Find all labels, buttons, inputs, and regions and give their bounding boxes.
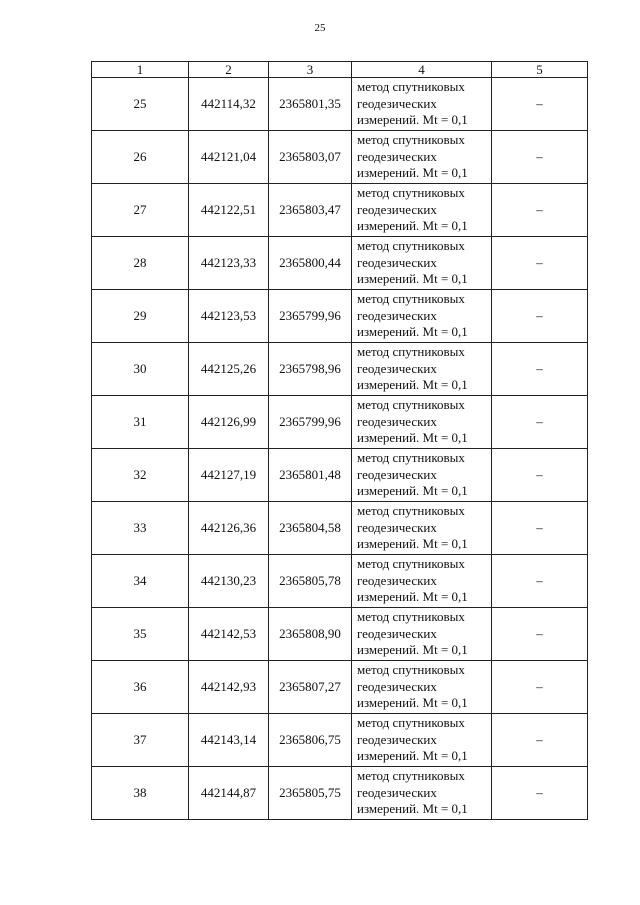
- table-row: [92, 767, 588, 820]
- method-line: геодезических: [357, 784, 437, 800]
- method-line: метод спутниковых: [357, 768, 465, 784]
- coord-x: 442123,33: [189, 237, 269, 290]
- page-number: 25: [314, 22, 326, 34]
- coord-x: 442142,53: [189, 608, 269, 661]
- note-dash: –: [492, 502, 588, 555]
- note-dash: –: [492, 661, 588, 714]
- method-line: геодезических: [357, 254, 437, 270]
- method-line: измерений. Mt = 0,1: [357, 218, 468, 234]
- method-line: геодезических: [357, 466, 437, 482]
- method-line: измерений. Mt = 0,1: [357, 589, 468, 605]
- point-number: 26: [92, 131, 189, 184]
- method-line: геодезических: [357, 572, 437, 588]
- coordinates-table: [91, 61, 588, 820]
- table-row: [92, 131, 588, 184]
- coord-x: 442130,23: [189, 555, 269, 608]
- coord-y: 2365803,47: [269, 184, 352, 237]
- note-dash: –: [492, 608, 588, 661]
- method-line: геодезических: [357, 360, 437, 376]
- coord-y: 2365805,78: [269, 555, 352, 608]
- note-dash: –: [492, 714, 588, 767]
- method-line: метод спутниковых: [357, 715, 465, 731]
- note-dash: –: [492, 184, 588, 237]
- method-line: метод спутниковых: [357, 556, 465, 572]
- method-line: метод спутниковых: [357, 132, 465, 148]
- coord-x: 442144,87: [189, 767, 269, 820]
- coord-y: 2365805,75: [269, 767, 352, 820]
- method-line: измерений. Mt = 0,1: [357, 430, 468, 446]
- method-line: метод спутниковых: [357, 609, 465, 625]
- method-line: метод спутниковых: [357, 185, 465, 201]
- method-description: [352, 237, 492, 290]
- coord-x: 442122,51: [189, 184, 269, 237]
- table-row: [92, 237, 588, 290]
- table-row: [92, 555, 588, 608]
- table-row: [92, 661, 588, 714]
- coord-y: 2365804,58: [269, 502, 352, 555]
- header-col-4: 4: [352, 62, 492, 78]
- table-row: [92, 714, 588, 767]
- method-description: [352, 343, 492, 396]
- method-line: геодезических: [357, 413, 437, 429]
- coord-x: 442126,36: [189, 502, 269, 555]
- table-row: [92, 449, 588, 502]
- point-number: 25: [92, 78, 189, 131]
- header-col-3: 3: [269, 62, 352, 78]
- method-line: метод спутниковых: [357, 291, 465, 307]
- table-row: [92, 343, 588, 396]
- coord-x: 442125,26: [189, 343, 269, 396]
- point-number: 36: [92, 661, 189, 714]
- table-row: [92, 290, 588, 343]
- method-line: измерений. Mt = 0,1: [357, 801, 468, 817]
- coord-x: 442114,32: [189, 78, 269, 131]
- method-line: измерений. Mt = 0,1: [357, 271, 468, 287]
- method-line: измерений. Mt = 0,1: [357, 748, 468, 764]
- header-col-5: 5: [492, 62, 588, 78]
- method-line: геодезических: [357, 678, 437, 694]
- method-line: геодезических: [357, 201, 437, 217]
- coord-y: 2365807,27: [269, 661, 352, 714]
- method-line: метод спутниковых: [357, 344, 465, 360]
- coord-y: 2365800,44: [269, 237, 352, 290]
- method-line: метод спутниковых: [357, 450, 465, 466]
- method-line: геодезических: [357, 519, 437, 535]
- header-col-1: 1: [92, 62, 189, 78]
- note-dash: –: [492, 343, 588, 396]
- method-line: метод спутниковых: [357, 397, 465, 413]
- method-description: [352, 502, 492, 555]
- method-description: [352, 714, 492, 767]
- note-dash: –: [492, 131, 588, 184]
- method-description: [352, 608, 492, 661]
- coord-x: 442121,04: [189, 131, 269, 184]
- coord-y: 2365799,96: [269, 290, 352, 343]
- point-number: 33: [92, 502, 189, 555]
- method-line: геодезических: [357, 625, 437, 641]
- point-number: 31: [92, 396, 189, 449]
- method-line: измерений. Mt = 0,1: [357, 377, 468, 393]
- note-dash: –: [492, 555, 588, 608]
- coord-x: 442123,53: [189, 290, 269, 343]
- table-row: [92, 184, 588, 237]
- method-line: геодезических: [357, 95, 437, 111]
- coord-y: 2365801,48: [269, 449, 352, 502]
- method-line: геодезических: [357, 148, 437, 164]
- coord-x: 442143,14: [189, 714, 269, 767]
- coord-x: 442126,99: [189, 396, 269, 449]
- note-dash: –: [492, 767, 588, 820]
- method-line: метод спутниковых: [357, 238, 465, 254]
- method-description: [352, 396, 492, 449]
- point-number: 37: [92, 714, 189, 767]
- point-number: 29: [92, 290, 189, 343]
- method-line: геодезических: [357, 307, 437, 323]
- coord-y: 2365803,07: [269, 131, 352, 184]
- method-description: [352, 78, 492, 131]
- table-row: [92, 396, 588, 449]
- note-dash: –: [492, 290, 588, 343]
- point-number: 35: [92, 608, 189, 661]
- table-body: [92, 78, 588, 820]
- method-line: измерений. Mt = 0,1: [357, 695, 468, 711]
- method-description: [352, 290, 492, 343]
- coord-x: 442142,93: [189, 661, 269, 714]
- note-dash: –: [492, 396, 588, 449]
- method-line: измерений. Mt = 0,1: [357, 483, 468, 499]
- method-line: измерений. Mt = 0,1: [357, 112, 468, 128]
- point-number: 30: [92, 343, 189, 396]
- method-description: [352, 661, 492, 714]
- coord-y: 2365798,96: [269, 343, 352, 396]
- method-line: метод спутниковых: [357, 503, 465, 519]
- method-line: измерений. Mt = 0,1: [357, 536, 468, 552]
- method-description: [352, 767, 492, 820]
- coord-y: 2365806,75: [269, 714, 352, 767]
- point-number: 32: [92, 449, 189, 502]
- table-row: [92, 78, 588, 131]
- point-number: 28: [92, 237, 189, 290]
- method-line: метод спутниковых: [357, 662, 465, 678]
- method-line: измерений. Mt = 0,1: [357, 165, 468, 181]
- method-line: измерений. Mt = 0,1: [357, 324, 468, 340]
- method-description: [352, 184, 492, 237]
- method-description: [352, 131, 492, 184]
- note-dash: –: [492, 449, 588, 502]
- header-col-2: 2: [189, 62, 269, 78]
- table-header-row: [92, 62, 588, 78]
- table-row: [92, 608, 588, 661]
- coord-y: 2365799,96: [269, 396, 352, 449]
- note-dash: –: [492, 78, 588, 131]
- point-number: 34: [92, 555, 189, 608]
- coord-x: 442127,19: [189, 449, 269, 502]
- coord-y: 2365808,90: [269, 608, 352, 661]
- method-description: [352, 555, 492, 608]
- method-line: измерений. Mt = 0,1: [357, 642, 468, 658]
- point-number: 27: [92, 184, 189, 237]
- table-row: [92, 502, 588, 555]
- method-description: [352, 449, 492, 502]
- point-number: 38: [92, 767, 189, 820]
- method-line: метод спутниковых: [357, 79, 465, 95]
- method-line: геодезических: [357, 731, 437, 747]
- coord-y: 2365801,35: [269, 78, 352, 131]
- note-dash: –: [492, 237, 588, 290]
